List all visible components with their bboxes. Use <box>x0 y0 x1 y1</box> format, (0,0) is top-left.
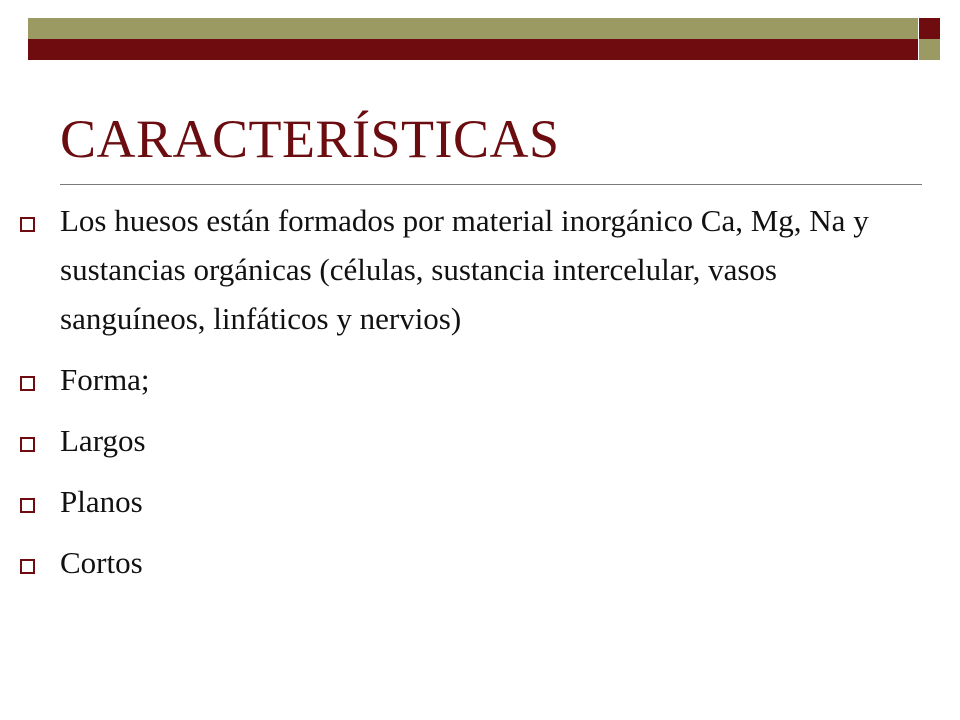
bullet-text: Planos <box>60 484 143 519</box>
square-bullet-icon <box>20 498 35 513</box>
square-bullet-icon <box>20 437 35 452</box>
bullet-text: Largos <box>60 423 146 458</box>
bullet-text: Cortos <box>60 545 143 580</box>
header-square-maroon <box>919 18 940 39</box>
header-band-olive <box>28 18 918 39</box>
slide-title: CARACTERÍSTICAS <box>60 109 560 169</box>
square-bullet-icon <box>20 559 35 574</box>
bullet-item <box>0 416 900 465</box>
title-divider <box>60 184 922 185</box>
square-bullet-icon <box>20 376 35 391</box>
bullet-item <box>0 538 900 587</box>
bullet-item <box>0 196 900 343</box>
bullet-item <box>0 477 900 526</box>
square-bullet-icon <box>20 217 35 232</box>
bullet-text: Los huesos están formados por material inorgánico Ca, Mg, Na y sustancias orgánicas (células, sustancia intercelular, vasos sanguíneos, linfáticos y nervios) <box>60 203 869 336</box>
header-band-maroon <box>28 39 918 60</box>
bullet-item <box>0 355 900 404</box>
bullet-list <box>0 196 960 599</box>
header-square-olive <box>919 39 940 60</box>
bullet-text: Forma; <box>60 362 150 397</box>
